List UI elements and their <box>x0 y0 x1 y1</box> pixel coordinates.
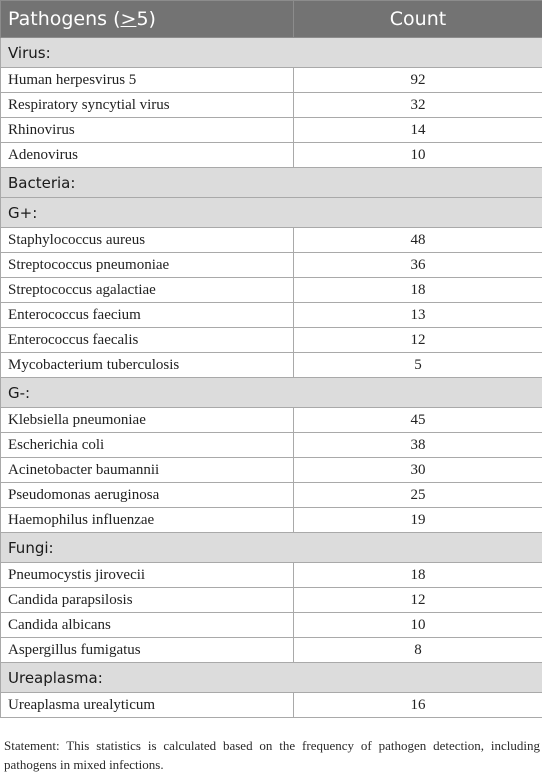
pathogen-name-cell: Rhinovirus <box>1 118 294 143</box>
pathogen-name-cell: Haemophilus influenzae <box>1 508 294 533</box>
count-cell: 25 <box>294 483 542 508</box>
table-row <box>1 353 542 378</box>
table-body <box>1 38 542 718</box>
table-row <box>1 228 542 253</box>
column-header-pathogens <box>1 1 294 38</box>
table-row <box>1 613 542 638</box>
table-row <box>1 93 542 118</box>
group-label: Virus: <box>1 38 542 68</box>
table-row <box>1 693 542 718</box>
table-row <box>1 253 542 278</box>
count-cell: 18 <box>294 563 542 588</box>
pathogen-name-cell: Pneumocystis jirovecii <box>1 563 294 588</box>
column-header-count: Count <box>294 1 542 38</box>
pathogen-name-cell: Enterococcus faecalis <box>1 328 294 353</box>
pathogen-name-cell: Acinetobacter baumannii <box>1 458 294 483</box>
table-row <box>1 483 542 508</box>
count-cell: 30 <box>294 458 542 483</box>
count-cell: 10 <box>294 143 542 168</box>
group-header-row <box>1 533 542 563</box>
table-row <box>1 278 542 303</box>
table-footnote: Statement: This statistics is calculated based on the frequency of pathogen detection, including pathogens in mixed infections. <box>4 738 540 772</box>
count-cell: 45 <box>294 408 542 433</box>
table-row <box>1 638 542 663</box>
count-cell: 19 <box>294 508 542 533</box>
table-row <box>1 303 542 328</box>
group-label: Ureaplasma: <box>1 663 542 693</box>
count-cell: 13 <box>294 303 542 328</box>
header-prefix: Pathogens ( <box>8 8 121 30</box>
table-row <box>1 458 542 483</box>
count-cell: 14 <box>294 118 542 143</box>
pathogen-name-cell: Adenovirus <box>1 143 294 168</box>
header-symbol: > <box>120 8 137 30</box>
pathogen-name-cell: Candida albicans <box>1 613 294 638</box>
pathogen-name-cell: Candida parapsilosis <box>1 588 294 613</box>
pathogen-name-cell: Respiratory syncytial virus <box>1 93 294 118</box>
pathogen-name-cell: Staphylococcus aureus <box>1 228 294 253</box>
group-label: Bacteria: <box>1 168 542 198</box>
table-row <box>1 563 542 588</box>
group-header-row <box>1 663 542 693</box>
count-cell: 5 <box>294 353 542 378</box>
pathogen-name-cell: Klebsiella pneumoniae <box>1 408 294 433</box>
pathogen-name-cell: Aspergillus fumigatus <box>1 638 294 663</box>
table-row <box>1 68 542 93</box>
count-cell: 16 <box>294 693 542 718</box>
table-row <box>1 143 542 168</box>
count-cell: 38 <box>294 433 542 458</box>
table-header-row <box>1 1 542 38</box>
pathogen-name-cell: Escherichia coli <box>1 433 294 458</box>
table-row <box>1 588 542 613</box>
pathogen-name-cell: Enterococcus faecium <box>1 303 294 328</box>
table-row <box>1 328 542 353</box>
group-header-row <box>1 168 542 198</box>
table-row <box>1 433 542 458</box>
count-cell: 18 <box>294 278 542 303</box>
pathogen-name-cell: Streptococcus pneumoniae <box>1 253 294 278</box>
count-cell: 10 <box>294 613 542 638</box>
count-cell: 12 <box>294 588 542 613</box>
pathogen-name-cell: Streptococcus agalactiae <box>1 278 294 303</box>
table-row <box>1 118 542 143</box>
count-cell: 48 <box>294 228 542 253</box>
group-label: G-: <box>1 378 542 408</box>
pathogen-name-cell: Mycobacterium tuberculosis <box>1 353 294 378</box>
table-row <box>1 508 542 533</box>
count-cell: 36 <box>294 253 542 278</box>
table-row <box>1 408 542 433</box>
group-label: G+: <box>1 198 542 228</box>
count-cell: 8 <box>294 638 542 663</box>
pathogen-name-cell: Ureaplasma urealyticum <box>1 693 294 718</box>
group-label: Fungi: <box>1 533 542 563</box>
header-suffix: 5) <box>136 8 156 30</box>
group-header-row <box>1 198 542 228</box>
group-header-row <box>1 38 542 68</box>
count-cell: 92 <box>294 68 542 93</box>
group-header-row <box>1 378 542 408</box>
count-cell: 32 <box>294 93 542 118</box>
count-cell: 12 <box>294 328 542 353</box>
pathogen-name-cell: Human herpesvirus 5 <box>1 68 294 93</box>
pathogen-name-cell: Pseudomonas aeruginosa <box>1 483 294 508</box>
